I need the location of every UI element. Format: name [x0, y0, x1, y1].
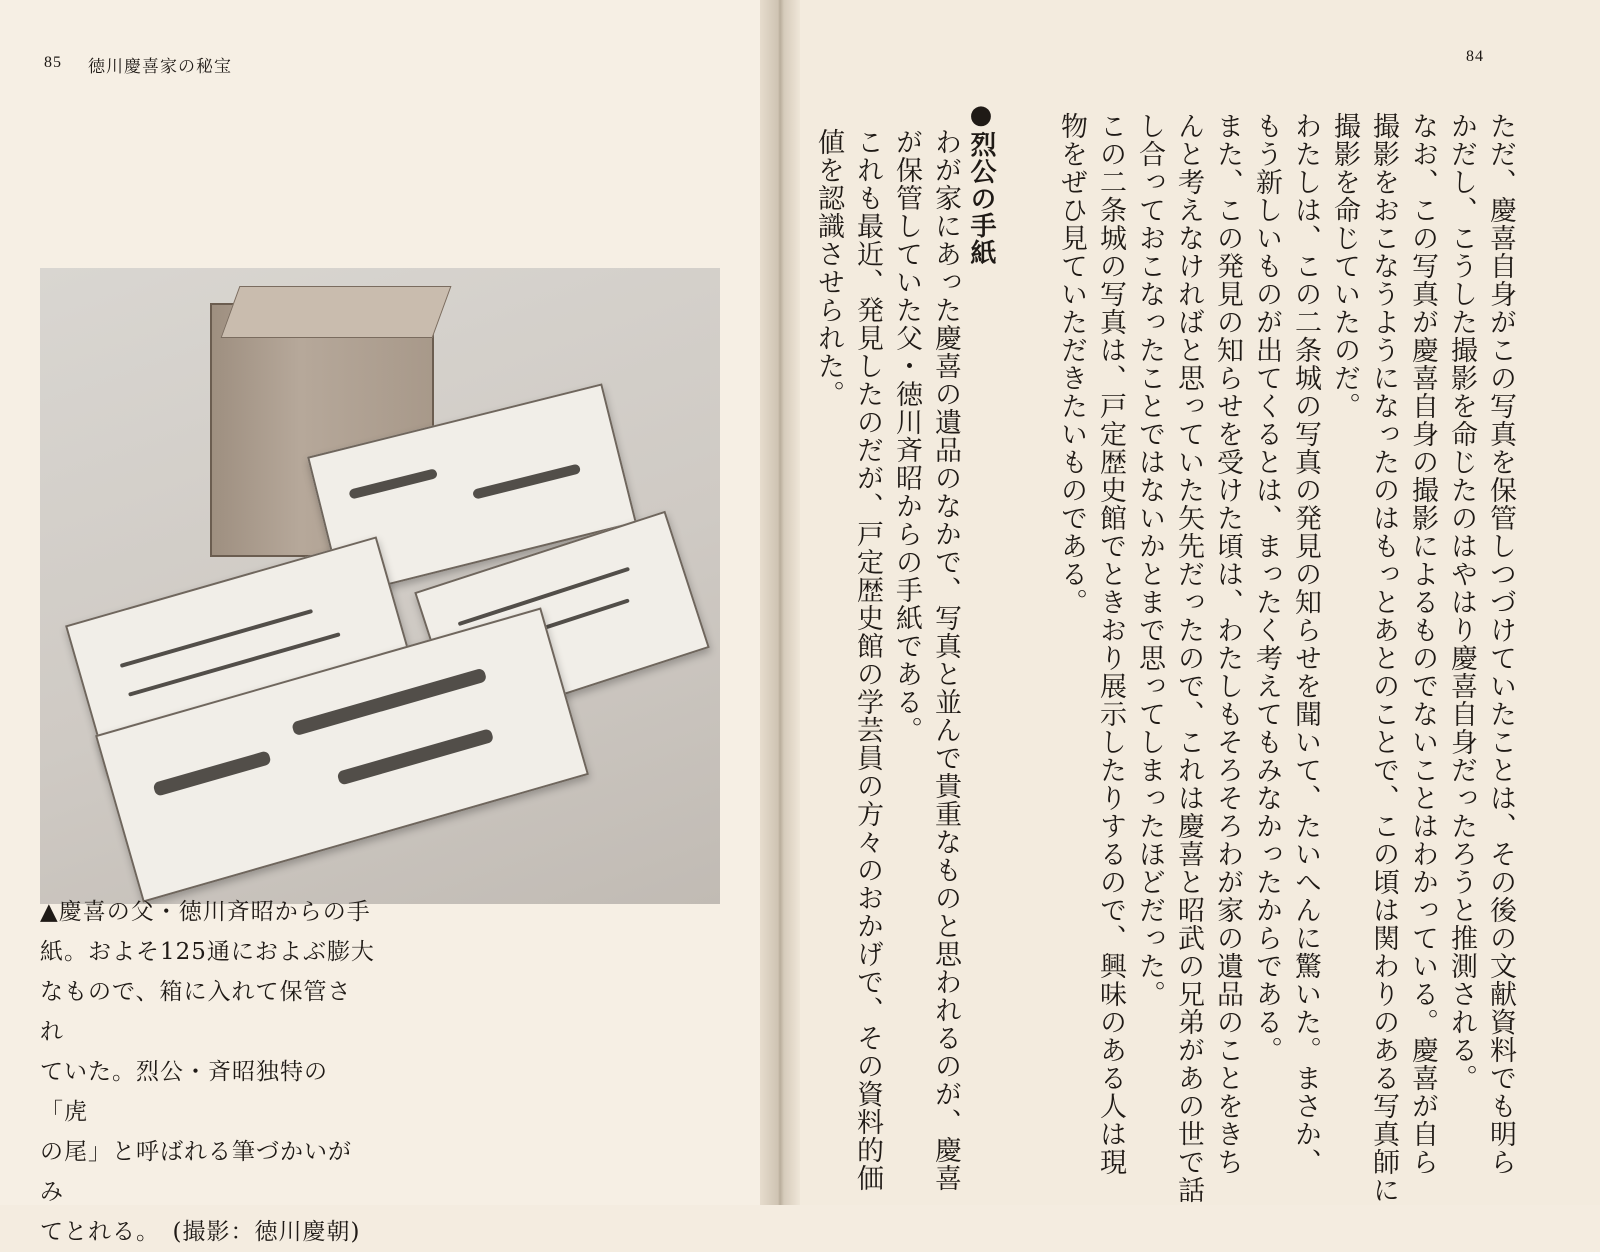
text-line: わが家にあった慶喜の遺品のなかで、写真と並んで貴重なものと思われるのが、慶喜	[930, 128, 961, 1192]
caption-line: の尾」と呼ばれる筆づかいがみ	[40, 1139, 352, 1205]
running-title: 徳川慶喜家の秘宝	[88, 57, 232, 77]
text-line: 物をぜひ見ていただきたいものである。	[1056, 112, 1087, 616]
text-line: が保管していた父・徳川斉昭からの手紙である。	[891, 128, 922, 744]
right-page	[780, 0, 1600, 1205]
caption-line: なもので、箱に入れて保管され	[40, 979, 352, 1045]
wooden-box-lid	[221, 286, 452, 338]
text-line: かだし、こうした撮影を命じたのはやはり慶喜自身だったろうと推測される。	[1446, 112, 1477, 1092]
text-line: ただ、慶喜自身がこの写真を保管しつづけていたことは、その後の文献資料でも明ら	[1485, 112, 1516, 1176]
caption-line: ていた。烈公・斉昭独特の「虎	[40, 1059, 328, 1125]
text-line: 撮影を命じていたのだ。	[1329, 112, 1360, 420]
letters-photo	[40, 268, 720, 904]
text-line: 撮影をおこなうようになったのはもっとあとのことで、この頃は関わりのある写真師に	[1368, 112, 1399, 1204]
section-heading: ●烈公の手紙	[966, 100, 996, 266]
body-text-1	[1052, 112, 1520, 1204]
text-line: これも最近、発見したのだが、戸定歴史館の学芸員の方々のおかげで、その資料的価	[852, 128, 883, 1192]
text-line: わたしは、この二条城の写真の発見の知らせを聞いて、たいへんに驚いた。まさか、	[1290, 112, 1321, 1176]
text-line: 値を認識させられた。	[813, 128, 844, 408]
body-text-2	[809, 128, 965, 1192]
left-page	[0, 0, 780, 1245]
text-line: んと考えなければと思っていた矢先だったので、これは慶喜と昭武の兄弟があの世で話	[1173, 112, 1204, 1204]
text-line: なお、この写真が慶喜自身の撮影によるものでないことはわかっている。慶喜が自ら	[1407, 112, 1438, 1176]
photo-caption	[40, 892, 375, 1252]
caption-line: ▲慶喜の父・徳川斉昭からの手	[40, 899, 371, 925]
text-line: もう新しいものが出てくるとは、まったく考えてもみなかったからである。	[1251, 112, 1282, 1064]
text-line: し合っておこなったことではないかとまで思ってしまったほどだった。	[1134, 112, 1165, 1008]
left-page-number: 85	[44, 54, 62, 71]
text-line: この二条城の写真は、戸定歴史館でときおり展示したりするので、興味のある人は現	[1095, 112, 1126, 1176]
caption-line: 紙。およそ125通におよぶ膨大	[40, 939, 375, 965]
caption-line: てとれる。 (撮影：徳川慶朝)	[40, 1219, 361, 1245]
text-line: また、この発見の知らせを受けた頃は、わたしもそろそろわが家の遺品のことをきち	[1212, 112, 1243, 1176]
book-gutter	[760, 0, 800, 1205]
right-page-number: 84	[1466, 48, 1484, 65]
